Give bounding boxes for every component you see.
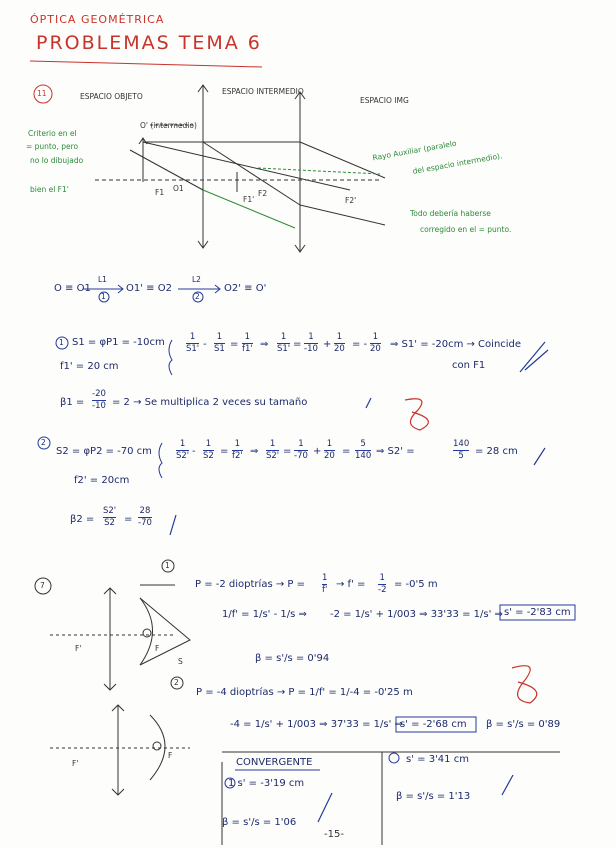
step2-number: 2 — [41, 438, 46, 447]
grade-mark-2 — [512, 666, 537, 703]
lens-eq-2: -4 = 1/s' + 1/003 ⇒ 37'33 = 1/s' ⇒ — [230, 719, 403, 730]
page-number: -15- — [324, 829, 344, 840]
page-title: PROBLEMAS TEMA 6 — [36, 32, 262, 54]
step2-frac-6: 1 20 — [324, 439, 335, 461]
step1-beta-frac: -20 -10 — [92, 389, 106, 411]
power-frac-2: 1 -2 — [378, 573, 387, 595]
criterion-line-1: Criterio en el — [28, 129, 77, 138]
convergente-s1: 1 s' = -3'19 cm — [228, 778, 305, 789]
step1-beta-tail: = 2 → Se multiplica 2 veces su tamaño — [112, 397, 308, 408]
note-line-2: corregido en el = punto. — [420, 225, 512, 234]
page-subtitle: ÓPTICA GEOMÉTRICA — [30, 13, 165, 26]
lens-eq-1: 1/f' = 1/s' - 1/s ⇒ — [222, 609, 307, 620]
beta-line-1: β = s'/s = 0'94 — [255, 653, 330, 664]
label-f1-prime: F1' — [243, 195, 255, 204]
step1-result: ⇒ S1' = -20cm → Coincide — [390, 339, 522, 350]
chain-c2: 2 — [195, 292, 200, 301]
step1-frac-6: 1 20 — [334, 332, 345, 354]
power-frac-1: 1 f' — [322, 573, 328, 595]
convergente-beta1: β = s'/s = 1'06 — [222, 817, 297, 828]
note-line-1: Todo debería haberse — [410, 209, 491, 218]
step2-beta-frac-2: 28 -70 — [138, 506, 152, 528]
step1-frac-2: 1 S1 — [214, 332, 225, 354]
step1-frac-3: 1 f1' — [242, 332, 253, 354]
step2-result: = 28 cm — [475, 446, 518, 457]
case-1-circle-label: 1 — [165, 561, 170, 570]
step1-frac-1: 1 S1' — [186, 332, 200, 354]
chain-end: O2' ≡ O' — [224, 283, 267, 294]
step2-frac-1: 1 S2' — [176, 439, 190, 461]
convergente-s2: s' = 3'41 cm — [406, 754, 469, 765]
label-space-object: ESPACIO OBJETO — [80, 92, 143, 101]
title-underline — [30, 61, 262, 67]
chain-mid: O1' ≡ O2 — [126, 283, 172, 294]
step1-result-2: con F1 — [452, 360, 486, 371]
chain-c1: 1 — [101, 292, 106, 301]
step2-beta-frac-1: S2' S2 — [103, 506, 117, 528]
grade-mark-1 — [405, 399, 428, 430]
chain-l2: L2 — [192, 275, 201, 284]
criterion-line-2: = punto, pero — [26, 142, 79, 151]
chain-start: O ≡ O1 — [54, 283, 91, 294]
step1-number: 1 — [59, 338, 64, 347]
label-o1: O1 — [173, 184, 184, 193]
convergente-title: CONVERGENTE — [236, 757, 313, 768]
optical-diagram — [95, 85, 385, 252]
aux-ray-line-2: del espacio intermedio). — [411, 151, 503, 176]
step1-s1: S1 = φP1 = -10cm — [72, 337, 165, 348]
step2-frac-5: 1 -70 — [294, 439, 308, 461]
power-line-1: P = -2 dioptrías → P = — [195, 579, 305, 590]
lens1-fprime: F' — [75, 644, 82, 653]
step2-s2: S2 = φP2 = -70 cm — [56, 446, 152, 457]
lens-diagrams — [50, 585, 190, 795]
label-space-intermediate: ESPACIO INTERMEDIO — [222, 87, 304, 96]
criterion-line-4: bien el F1' — [30, 185, 69, 194]
case-2-circle-label: 2 — [174, 678, 179, 687]
step2-frac-7: 5 140 — [355, 439, 372, 461]
lens2-f: F — [168, 751, 173, 760]
lens2-fprime: F' — [72, 759, 79, 768]
result-box-2: s' = -2'68 cm — [400, 719, 467, 730]
step2-frac-3: 1 f2' — [232, 439, 243, 461]
step1-beta: β1 = — [60, 397, 85, 408]
lens1-f: F — [155, 644, 160, 653]
label-f2-prime: F2' — [345, 196, 357, 205]
problem-number: 11 — [37, 89, 47, 98]
problem-b-number: 7 — [40, 581, 45, 590]
notebook-page: ÓPTICA GEOMÉTRICA PROBLEMAS TEMA 6 11 ESPACIO OBJETO ESPACIO INTERMEDIO ESPACIO IMG O' (intermedio) Criterio en el = punto, pero no lo dibujado bien el F1' F1 O1 F1' F2 F2' Rayo Auxiliar (paralelo del espacio intermedio). Todo debería haberse corregido en el = punto. O ≡ O1 L1 1 O1' ≡ O2 L2 2 O2' ≡ O' 1 S1 = φP1 = -10cm f1' = 20 cm 1 S1' - 1 S1 = 1 f1' ⇒ 1 S1' = 1 -10 + 1 20 = - 1 20 ⇒ S1' = -20cm → Coincide con F1 β1 = -20 -10 = 2 → Se multiplica 2 veces su tamaño 2 S2 = φP2 = -70 cm f2' = 20cm 1 S2' - 1 S2 = 1 f2' ⇒ 1 S2' = 1 -70 + 1 20 = 5 140 ⇒ S2' = 140 5 = 28 cm β2 = S2' S2 = 28 -70 7 1 2 F' F S F' F P = -2 dioptrías → P = 1 f' → f' = 1 -2 = -0'5 m 1/f' = 1/s' - 1/s ⇒ -2 = 1/s' + 1/003 ⇒ 33'33 = 1/s' ⇒ s' = -2'83 cm β = s'/s = 0'94 P = -4 dioptrías → P = 1/f' = 1/-4 = -0'25 m -4 = 1/s' + 1/003 ⇒ 37'33 = 1/s' ⇒ s' = -2'68 cm β = s'/s = 0'89 CONVERGENTE 1 s' = -3'19 cm β = s'/s = 1'06 s' = 3'41 cm β = s'/s = 1'13 -15- — [0, 0, 616, 848]
step1-f1: f1' = 20 cm — [60, 361, 119, 372]
step2-frac-4: 1 S2' — [266, 439, 280, 461]
step2-frac-8: 140 5 — [453, 439, 470, 461]
lens-eq-1b: -2 = 1/s' + 1/003 ⇒ 33'33 = 1/s' ⇒ — [330, 609, 503, 620]
step1-frac-7: 1 20 — [370, 332, 381, 354]
lens1-s: S — [178, 657, 183, 666]
label-o-prime: O' (intermedio) — [140, 121, 197, 130]
convergente-beta2: β = s'/s = 1'13 — [396, 791, 471, 802]
step1-frac-5: 1 -10 — [304, 332, 318, 354]
result-box-1: s' = -2'83 cm — [504, 607, 571, 618]
label-f1: F1 — [155, 188, 165, 197]
label-f2: F2 — [258, 189, 268, 198]
aux-ray-line-1: Rayo Auxiliar (paralelo — [371, 138, 458, 163]
step2-frac-2: 1 S2 — [203, 439, 214, 461]
beta-line-2: β = s'/s = 0'89 — [486, 719, 561, 730]
label-space-image: ESPACIO IMG — [360, 96, 409, 105]
step2-f2: f2' = 20cm — [74, 475, 130, 486]
step2-beta: β2 = — [70, 514, 95, 525]
power-line-2: P = -4 dioptrías → P = 1/f' = 1/-4 = -0'25 m — [196, 687, 413, 698]
criterion-line-3: no lo dibujado — [30, 156, 84, 165]
step1-frac-4: 1 S1' — [277, 332, 291, 354]
chain-l1: L1 — [98, 275, 107, 284]
